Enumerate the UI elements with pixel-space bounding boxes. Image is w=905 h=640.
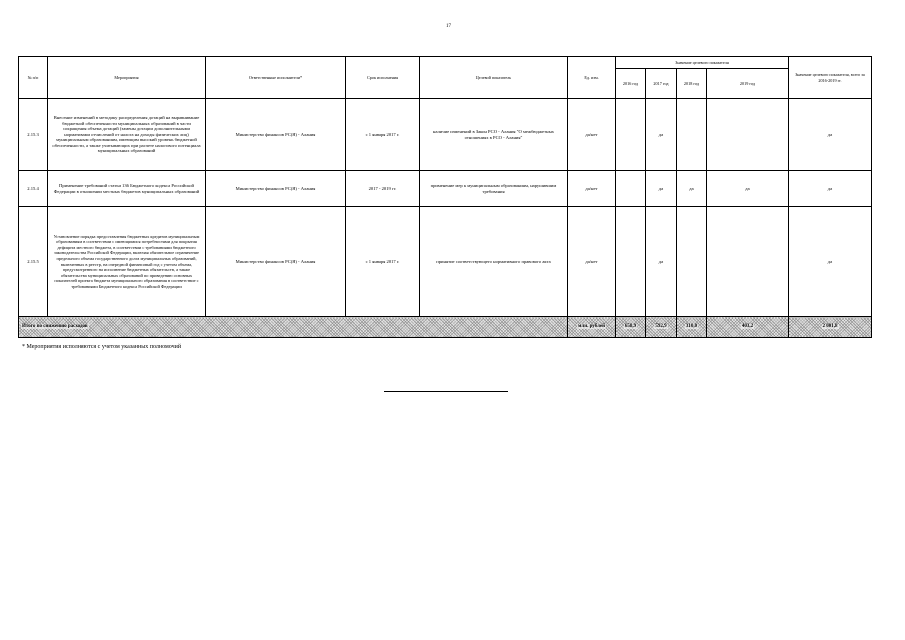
header-year-2016: 2016 год [616, 69, 646, 99]
row-deadline: с 1 января 2017 г. [346, 207, 420, 317]
row-responsible: Министерство финансов РС(Я) - Алания [206, 99, 346, 171]
total-cumulative: 2 001,8 [789, 317, 872, 338]
row-unit: да/нет [568, 171, 616, 207]
header-indicator-values: Значение целевого показателя [616, 57, 789, 69]
total-row [19, 317, 872, 338]
row-value-2017: да [646, 171, 677, 207]
row-value-2016 [616, 207, 646, 317]
table-row [19, 99, 872, 171]
closing-rule [384, 391, 508, 392]
measures-table [18, 56, 872, 338]
row-cumulative: да [789, 99, 872, 171]
row-number: 2.15.3 [19, 99, 48, 171]
header-cumulative: Значение целевого показателя, всего за 2016-2019 гг. [789, 57, 872, 99]
row-cumulative: да [789, 207, 872, 317]
row-value-2018 [677, 99, 707, 171]
row-measure: Применение требований статьи 136 Бюджетного кодекса Российской Федерации в отношении местных бюджетов муниципальных образований [48, 171, 206, 207]
row-indicator: наличие изменений в Закон РСО - Алания "О межбюджетных отношениях в РСО - Алания" [420, 99, 568, 171]
row-deadline: 2017 - 2019 гг. [346, 171, 420, 207]
total-label: Итого по снижению расходов [19, 317, 568, 338]
total-value-2017: 592,9 [646, 317, 677, 338]
page-number: 17 [446, 24, 451, 29]
table-row [19, 171, 872, 207]
row-value-2017: да [646, 207, 677, 317]
row-measure: Внесение изменений в методику распределения дотаций на выравнивание бюджетной обеспеченности муниципальных образований в части сокращения объема дотаций (замены дотации дополнительными нормативами отчислений от налога на доходы физических лиц) муниципальным образованиям, имеющим высокий уровень бюджетной обеспеченности, а также учитывающих при расчете налогового потенциала муниципальных образований [48, 99, 206, 171]
row-value-2016 [616, 99, 646, 171]
header-year-2017: 2017 год [646, 69, 677, 99]
header-deadline: Срок исполнения [346, 57, 420, 99]
header-year-2018: 2018 год [677, 69, 707, 99]
header-responsible: Ответственные исполнители* [206, 57, 346, 99]
row-value-2018: да [677, 171, 707, 207]
total-value-2016: 658,9 [616, 317, 646, 338]
row-deadline: с 1 января 2017 г. [346, 99, 420, 171]
header-unit: Ед. изм. [568, 57, 616, 99]
row-unit: да/нет [568, 99, 616, 171]
row-value-2018 [677, 207, 707, 317]
row-indicator: применение мер к муниципальным образованиям, нарушившим требования [420, 171, 568, 207]
row-value-2019 [707, 207, 789, 317]
total-unit: млн. рублей [568, 317, 616, 338]
row-measure: Установление порядка предоставления бюджетных кредитов муниципальным образованиям в соответствии с имеющимися потребностями для покрытия дефицита местного бюджета, в соответствии с требованиями бюджетного законодательства Российской Федерации, включая обязательное ограничение предельного объема государственного долга муниципальных образований, включенных в реестр, на очередной финансовый год с учетом объема, предусмотренного на исполнение бюджетных обязательств, а также обязательства муниципальных образований по приведению основных показателей проекта бюджета муниципального образования в соответствие с требованиями Бюджетного кодекса Российской Федерации [48, 207, 206, 317]
table-row [19, 207, 872, 317]
total-value-2019: 403,2 [707, 317, 789, 338]
header-year-2019: 2019 год [707, 69, 789, 99]
header-indicator: Целевой показатель [420, 57, 568, 99]
total-value-2018: 310,0 [677, 317, 707, 338]
row-unit: да/нет [568, 207, 616, 317]
row-indicator: принятие соответствующего нормативного правового акта [420, 207, 568, 317]
row-number: 2.15.4 [19, 171, 48, 207]
footnote: * Мероприятия исполняются с учетом указанных полномочий [22, 344, 182, 350]
row-number: 2.15.5 [19, 207, 48, 317]
row-cumulative: да [789, 171, 872, 207]
header-number: № п/п [19, 57, 48, 99]
header-measures: Мероприятия [48, 57, 206, 99]
row-value-2019: да [707, 171, 789, 207]
row-responsible: Министерство финансов РС(Я) - Алания [206, 171, 346, 207]
row-responsible: Министерство финансов РС(Я) - Алания [206, 207, 346, 317]
row-value-2019 [707, 99, 789, 171]
row-value-2017: да [646, 99, 677, 171]
row-value-2016 [616, 171, 646, 207]
